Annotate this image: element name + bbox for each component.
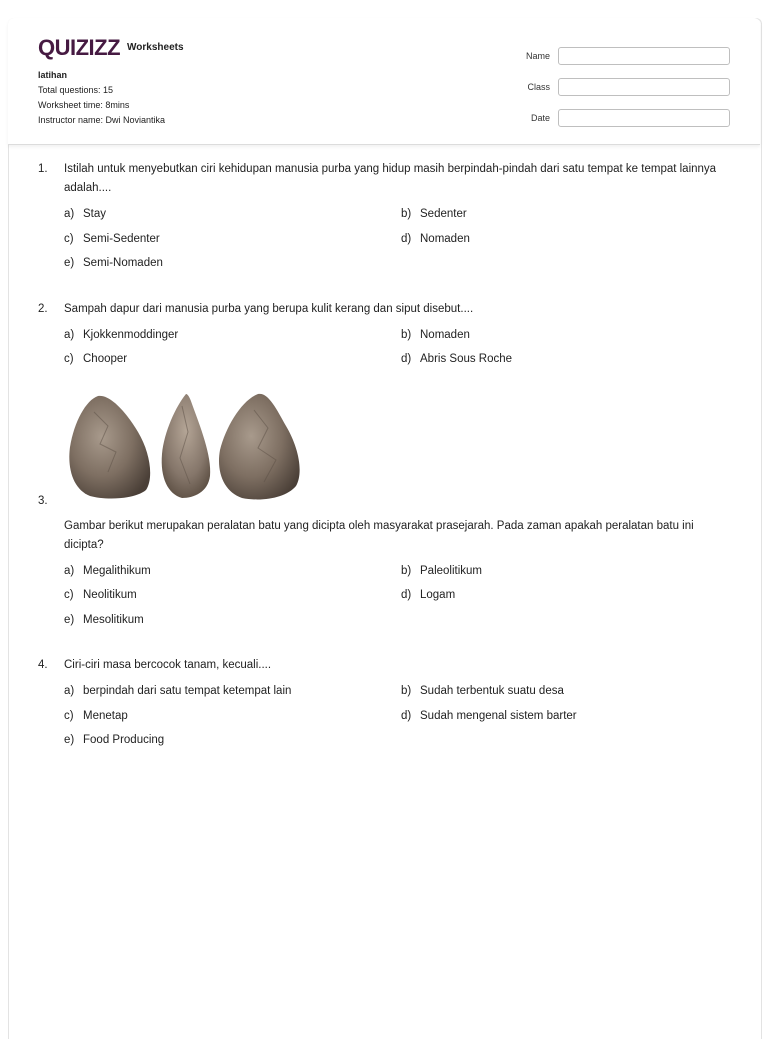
logo-subtitle: Worksheets: [127, 41, 184, 53]
option-d[interactable]: [401, 233, 738, 258]
option-text: Semi-Nomaden: [83, 257, 163, 269]
question-2: [38, 300, 728, 378]
question-4: [38, 656, 728, 759]
hand-axe-back: [219, 393, 300, 499]
option-letter: a): [64, 208, 75, 220]
option-c[interactable]: [64, 710, 401, 735]
stone-tools-illustration: [64, 392, 309, 502]
stone-tools-image: [64, 392, 309, 502]
name-field[interactable]: [558, 47, 730, 65]
option-letter: d): [401, 353, 412, 365]
option-letter: b): [401, 208, 412, 220]
question-text: Gambar berikut merupakan peralatan batu yang dicipta oleh masyarakat prasejarah. Pada zaman apakah peralatan batu ini dicipta?: [64, 519, 694, 551]
option-text: Nomaden: [420, 232, 470, 245]
questions-list: [38, 160, 728, 759]
option-letter: e): [64, 257, 75, 269]
option-d[interactable]: [401, 353, 738, 378]
class-row: [526, 71, 730, 102]
option-text: Food Producing: [83, 734, 165, 746]
total-questions: Total questions: 15: [38, 85, 114, 95]
options-list: [64, 685, 728, 759]
worksheet-title: latihan: [38, 70, 68, 80]
option-letter: e): [64, 613, 75, 626]
option-text: Neolitikum: [83, 589, 137, 601]
option-a[interactable]: [64, 565, 401, 590]
class-field[interactable]: [558, 78, 730, 96]
question-number: 4.: [38, 659, 48, 671]
question-3: [38, 392, 728, 639]
option-letter: a): [64, 564, 75, 577]
option-text: Semi-Sedenter: [83, 232, 160, 245]
option-text: Stay: [83, 208, 107, 220]
question-text: Istilah untuk menyebutkan ciri kehidupan manusia purba yang hidup masih berpindah-pindah dari satu tempat ke tempat lainnya adalah....: [64, 163, 717, 194]
question-number: 1.: [38, 163, 48, 175]
option-d[interactable]: [401, 589, 738, 614]
hand-axe-front: [69, 395, 150, 498]
option-text: Nomaden: [420, 328, 470, 341]
options-list: [64, 565, 728, 639]
option-text: Sudah mengenal sistem barter: [420, 709, 577, 722]
name-label: Name: [525, 50, 550, 61]
student-fields: [526, 40, 730, 133]
option-e[interactable]: [64, 614, 401, 639]
worksheet-time: Worksheet time: 8mins: [38, 100, 130, 110]
option-letter: c): [64, 589, 74, 601]
question-1: [38, 160, 728, 282]
logo-wordmark: QUIZIZZ: [38, 35, 121, 60]
option-text: berpindah dari satu tempat ketempat lain: [83, 685, 292, 697]
option-letter: e): [64, 734, 75, 746]
option-c[interactable]: [64, 353, 401, 378]
question-text: Sampah dapur dari manusia purba yang berupa kulit kerang dan siput disebut....: [64, 302, 474, 315]
option-a[interactable]: [64, 208, 401, 233]
option-text: Logam: [420, 589, 456, 601]
option-text: Kjokkenmoddinger: [83, 328, 179, 341]
options-list: [64, 208, 728, 282]
option-text: Chooper: [83, 353, 128, 365]
option-letter: b): [401, 328, 412, 341]
option-b[interactable]: [401, 685, 738, 710]
option-letter: d): [401, 589, 412, 601]
option-c[interactable]: [64, 233, 401, 258]
option-b[interactable]: [401, 565, 738, 590]
option-e[interactable]: [64, 257, 401, 282]
option-c[interactable]: [64, 589, 401, 614]
option-letter: c): [64, 232, 74, 245]
option-letter: c): [64, 353, 74, 365]
option-text: Megalithikum: [83, 564, 151, 577]
worksheet-header: [8, 18, 760, 145]
option-letter: c): [64, 709, 74, 722]
quizizz-logo: [38, 35, 184, 61]
option-text: Abris Sous Roche: [420, 353, 513, 365]
option-letter: b): [401, 685, 412, 697]
date-row: [526, 102, 730, 133]
option-letter: d): [401, 709, 412, 722]
question-number: 3.: [38, 494, 48, 507]
option-text: Sedenter: [420, 208, 467, 220]
option-a[interactable]: [64, 329, 401, 354]
date-field[interactable]: [558, 109, 730, 127]
question-text: Ciri-ciri masa bercocok tanam, kecuali....: [64, 659, 272, 671]
option-text: Menetap: [83, 709, 128, 722]
option-d[interactable]: [401, 710, 738, 735]
date-label: Date: [530, 112, 550, 123]
option-e[interactable]: [64, 734, 401, 759]
question-number: 2.: [38, 302, 48, 315]
option-text: Mesolitikum: [83, 613, 144, 626]
class-label: Class: [527, 81, 550, 92]
option-letter: b): [401, 564, 412, 577]
options-list: [64, 329, 728, 378]
option-text: Paleolitikum: [420, 564, 482, 577]
option-text: Sudah terbentuk suatu desa: [420, 685, 564, 697]
worksheet-meta: [38, 68, 165, 128]
instructor-name: Instructor name: Dwi Noviantika: [38, 115, 166, 125]
option-letter: a): [64, 685, 75, 697]
option-a[interactable]: [64, 685, 401, 710]
hand-axe-side: [162, 394, 211, 498]
name-row: [526, 40, 730, 71]
option-b[interactable]: [401, 329, 738, 354]
option-letter: d): [401, 232, 412, 245]
option-letter: a): [64, 328, 75, 341]
option-b[interactable]: [401, 208, 738, 233]
